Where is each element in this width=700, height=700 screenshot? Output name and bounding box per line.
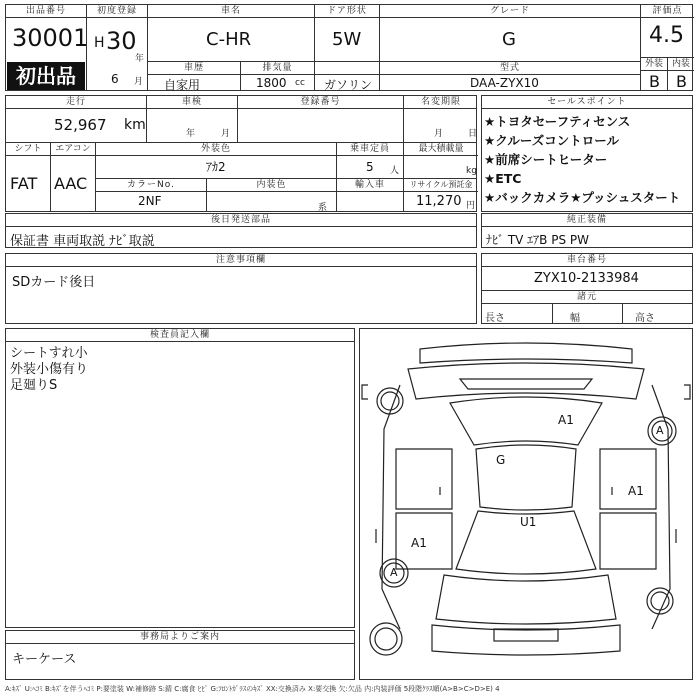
ext-color-label: 外装色	[96, 143, 336, 156]
recycle-unit: 円	[466, 201, 476, 211]
color-no-value: 2NF	[138, 194, 162, 208]
damage-mark-front-left: A1	[411, 536, 427, 550]
inspector-note-line: 足廻りS	[10, 378, 58, 393]
first-listing-badge: 初出品	[7, 62, 85, 90]
equipment-block	[481, 213, 693, 248]
name-change-day-unit: 日	[468, 129, 478, 139]
chassis-label: 車台番号	[482, 254, 692, 267]
later-parts-block	[5, 213, 477, 248]
month-unit: 月	[134, 77, 144, 87]
exterior-score-label: 外装	[641, 58, 667, 71]
later-parts-label: 後日発送部品	[6, 214, 476, 227]
inspector-label: 検査員記入欄	[6, 329, 354, 342]
capacity-unit: 人	[390, 166, 400, 176]
displacement-label: 排気量	[241, 62, 314, 75]
notes-text: SDカード後日	[12, 275, 96, 290]
inspection-month-unit: 月	[221, 129, 231, 139]
inspector-note-line: 外装小傷有り	[10, 362, 89, 377]
ac-label: エアコン	[51, 143, 95, 156]
height-label: 高さ	[635, 313, 655, 324]
inspector-notes	[10, 346, 88, 394]
doors-label: ドア形状	[315, 5, 379, 18]
int-color-label: 内装色	[207, 179, 336, 192]
fuel-value: ガソリン	[324, 78, 373, 92]
length-label: 長さ	[485, 313, 505, 324]
specs-block	[5, 95, 477, 212]
ext-color-value: ｱｶ2	[206, 160, 226, 174]
header-block	[5, 4, 693, 91]
era: H	[94, 35, 105, 51]
name-change-label: 名変期限	[420, 97, 461, 107]
int-color-unit: 系	[318, 203, 328, 213]
damage-diagram	[359, 328, 693, 680]
damage-mark-roof: G	[496, 453, 506, 467]
sales-point-item: ★前席シートヒーター	[484, 152, 608, 167]
interior-score: B	[676, 72, 687, 91]
width-label: 幅	[570, 313, 580, 324]
inspector-note-line: シートすれ小	[10, 346, 88, 361]
inspector-block	[5, 328, 355, 628]
name-change-month-unit: 月	[434, 129, 444, 139]
sales-point-item: ★バックカメラ★プッシュスタート	[484, 190, 681, 205]
reg-month: 6	[111, 72, 119, 86]
displacement-unit: cc	[295, 78, 305, 88]
sales-point-item: ★クルーズコントロール	[484, 133, 619, 148]
interior-score-label: 内装	[668, 58, 694, 71]
damage-mark-rear-right: A1	[628, 484, 644, 498]
car-outline	[360, 329, 692, 679]
sales-point-item: ★トヨタセーフティセンス	[484, 114, 631, 129]
equipment-label: 純正装備	[482, 214, 692, 227]
ac-value: AAC	[54, 174, 88, 193]
grade-label: グレード	[380, 5, 640, 18]
office-text: キーケース	[12, 652, 77, 667]
lot-number: 30001	[12, 24, 89, 52]
notes-block	[5, 253, 477, 324]
history-label: 車歴	[148, 62, 240, 75]
damage-mark-hood: A1	[558, 413, 574, 427]
damage-mark-wheel-left: A	[390, 566, 398, 579]
max-load-label: 最大積載量	[404, 143, 478, 156]
later-parts-text: 保証書 車両取説 ﾅﾋﾞ取説	[10, 234, 155, 249]
recycle-value: 11,270	[416, 194, 462, 209]
grade-value: G	[502, 29, 516, 50]
shift-label: シフト	[6, 143, 50, 156]
lot-label: 出品番号	[6, 5, 86, 18]
office-label: 事務局よりご案内	[6, 631, 354, 644]
score-value: 4.5	[649, 23, 684, 48]
type-label: 型式	[380, 62, 640, 75]
doors-value: 5W	[332, 29, 362, 50]
sales-points-list	[484, 112, 680, 207]
import-label: 輸入車	[337, 179, 403, 192]
inspection-year-unit: 年	[186, 129, 196, 139]
max-load-unit: kg	[466, 166, 477, 176]
reg-year: 30	[106, 27, 137, 55]
displacement-value: 1800	[256, 76, 287, 90]
inspection-label: 車検	[181, 97, 202, 107]
mileage-unit: km	[124, 117, 146, 133]
sales-points-label: セールスポイント	[482, 96, 692, 109]
model-name: C-HR	[206, 29, 252, 50]
capacity-value: 5	[366, 160, 374, 174]
history-value: 自家用	[164, 78, 201, 92]
chassis-block	[481, 253, 693, 324]
notes-label: 注意事項欄	[6, 254, 476, 267]
recycle-label: リサイクル預託金	[404, 179, 478, 192]
type-value: DAA-ZYX10	[470, 76, 539, 90]
score-label: 評価点	[641, 5, 694, 18]
mileage-label: 走行	[65, 97, 86, 107]
chassis-number: ZYX10-2133984	[534, 271, 639, 286]
shift-value: FAT	[10, 174, 38, 193]
model-label: 車名	[148, 5, 314, 18]
equipment-text: ﾅﾋﾞ TV ｴｱB PS PW	[486, 233, 589, 247]
exterior-score: B	[649, 72, 660, 91]
dimensions-label: 諸元	[482, 291, 692, 304]
sales-point-item: ★ETC	[484, 171, 522, 186]
office-block	[5, 630, 355, 680]
damage-mark-rear-center: U1	[520, 515, 537, 529]
color-no-label: カラーNo.	[96, 179, 206, 192]
sales-points-block	[481, 95, 693, 212]
damage-mark-wheel-right: A	[656, 424, 664, 437]
first-reg-label: 初度登録	[87, 5, 147, 18]
mileage-value: 52,967	[54, 116, 107, 134]
legend-text: A:ｷｽﾞ U:ﾍｺﾐ B:ｷｽﾞを伴うﾍｺﾐ P:要塗装 W:補修跡 S:錆 C:腐食 ﾋﾋﾞ G:ﾌﾛﾝﾄｶﾞﾗｽのｷｽﾞ XX:交換済み X:要交換 欠:欠品 内:内装評価 5段階ｸﾗｽ順(A>B>C>D>E) 4	[5, 685, 500, 693]
reg-no-label: 登録番号	[300, 97, 341, 107]
year-unit: 年	[135, 54, 145, 64]
capacity-label: 乗車定員	[337, 143, 403, 156]
